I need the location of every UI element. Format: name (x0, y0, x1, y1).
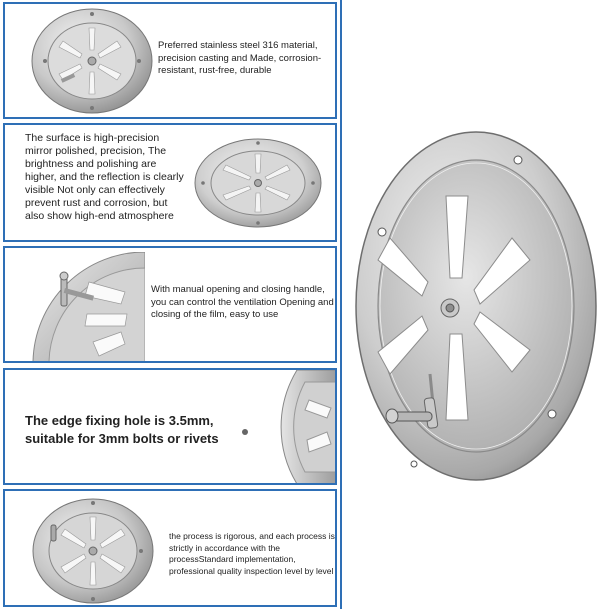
feature-panel-handle (3, 246, 337, 363)
feature-panel-process (3, 489, 337, 607)
vent-handle-closeup-image (27, 252, 145, 362)
feature-panel-material (3, 2, 337, 119)
handle-description: With manual opening and closing handle, you can control the ventilation Opening and closing of the film, easy to use (151, 284, 334, 320)
material-description: Preferred stainless steel 316 material, precision casting and Made, corrosion-resistant, rust-free, durable (158, 40, 322, 76)
feature-panel-edge-hole (3, 368, 337, 485)
process-description: the process is rigorous, and each process is strictly in accordance with the processStandard implementation, professional quality inspection level by level (169, 531, 335, 576)
polish-description: The surface is high-precision mirror polished, precision, The brightness and polishing are higher, and the reflection is clearly visible Not only can effectively prevent rust and corrosion, but also show high-end atmosphere (25, 132, 184, 222)
edge-hole-description: The edge fixing hole is 3.5mm, suitable for 3mm bolts or rivets (25, 413, 219, 446)
round-vent-front-view-image (31, 497, 155, 605)
vent-edge-hole-closeup-image (227, 370, 337, 484)
round-vent-top-view-image (27, 6, 157, 116)
large-round-vent-main-image (344, 128, 600, 484)
panel-divider (340, 0, 342, 609)
feature-panel-polish (3, 123, 337, 242)
round-vent-angled-view-image (193, 135, 323, 231)
